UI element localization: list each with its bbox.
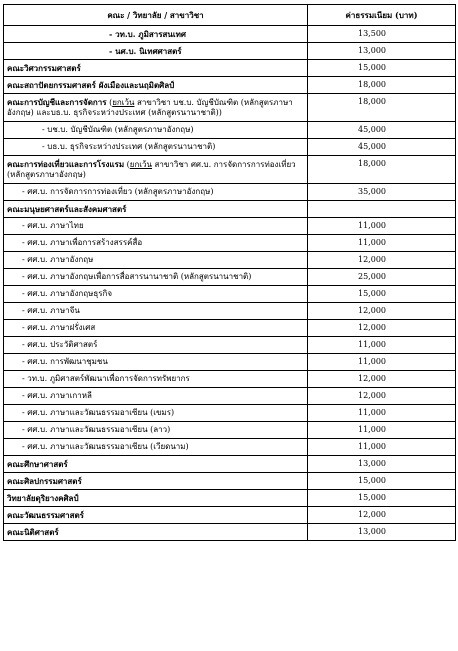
table-row (4, 320, 456, 337)
fee-cell: 11,000 (308, 405, 456, 422)
faculty-cell (4, 94, 308, 122)
tuition-fee-table (3, 4, 456, 541)
fee-cell: 13,500 (308, 26, 456, 43)
fee-cell: 12,000 (308, 303, 456, 320)
fee-cell: 11,000 (308, 235, 456, 252)
except-detail: สาขาวิชา ศศ.บ. การจัดการการท่องเที่ยว (หลักสูตรภาษาอังกฤษ) (7, 160, 296, 179)
table-row (4, 354, 456, 371)
table-row (4, 60, 456, 77)
table-row (4, 235, 456, 252)
faculty-label: - ศศ.บ. ประวัติศาสตร์ (22, 340, 98, 349)
fee-cell: 45,000 (308, 122, 456, 139)
table-row (4, 77, 456, 94)
table-row (4, 303, 456, 320)
fee-cell: 12,000 (308, 507, 456, 524)
faculty-cell (4, 524, 308, 541)
faculty-label: คณะวัฒนธรรมศาสตร์ (7, 510, 84, 520)
table-row (4, 26, 456, 43)
fee-cell: 18,000 (308, 156, 456, 184)
fee-cell: 11,000 (308, 354, 456, 371)
faculty-label: - ศศ.บ. ภาษาฝรั่งเศส (22, 323, 96, 332)
faculty-label: - บช.บ. บัญชีบัณฑิต (หลักสูตรภาษาอังกฤษ) (42, 125, 194, 134)
faculty-label: - ศศ.บ. การพัฒนาชุมชน (22, 357, 108, 366)
fee-cell: 12,000 (308, 388, 456, 405)
faculty-label: คณะศึกษาศาสตร์ (7, 459, 68, 469)
faculty-label: - ศศ.บ. ภาษาอังกฤษ (22, 255, 94, 264)
faculty-label: คณะนิติศาสตร์ (7, 527, 59, 537)
faculty-label: คณะวิศวกรรมศาสตร์ (7, 63, 81, 73)
faculty-cell (4, 337, 308, 354)
faculty-cell (4, 456, 308, 473)
fee-cell: 35,000 (308, 184, 456, 201)
open-paren: ( (106, 98, 113, 107)
fee-cell: 45,000 (308, 139, 456, 156)
faculty-cell (4, 43, 308, 60)
table-body (4, 26, 456, 541)
fee-cell: 15,000 (308, 490, 456, 507)
open-paren: ( (124, 160, 130, 169)
table-row (4, 139, 456, 156)
fee-cell: 11,000 (308, 337, 456, 354)
fee-cell: 15,000 (308, 60, 456, 77)
fee-cell: 13,000 (308, 456, 456, 473)
faculty-name: คณะการท่องเที่ยวและการโรงแรม (7, 159, 125, 169)
faculty-label: คณะสถาปัตยกรรมศาสตร์ ผังเมืองและนฤมิตศิลป์ (7, 80, 175, 90)
fee-cell: 15,000 (308, 473, 456, 490)
faculty-cell (4, 473, 308, 490)
fee-cell: 12,000 (308, 371, 456, 388)
faculty-label: - วท.บ. ภูมิสารสนเทศ (109, 29, 186, 39)
faculty-cell (4, 218, 308, 235)
faculty-cell (4, 388, 308, 405)
faculty-label: - ศศ.บ. ภาษาอังกฤษเพื่อการสื่อสารนานาชาติ (หลักสูตรนานาชาติ) (22, 272, 252, 281)
faculty-label: - ศศ.บ. ภาษาและวัฒนธรรมอาเซียน (ลาว) (22, 425, 171, 434)
faculty-name: คณะการบัญชีและการจัดการ (7, 97, 107, 107)
faculty-cell (4, 235, 308, 252)
faculty-cell (4, 422, 308, 439)
table-row (4, 371, 456, 388)
table-row (4, 388, 456, 405)
table-row (4, 94, 456, 122)
fee-cell: 13,000 (308, 524, 456, 541)
table-row (4, 490, 456, 507)
fee-cell: 12,000 (308, 320, 456, 337)
table-row (4, 156, 456, 184)
faculty-label: คณะศิลปกรรมศาสตร์ (7, 476, 82, 486)
table-row (4, 524, 456, 541)
fee-cell: 18,000 (308, 77, 456, 94)
fee-cell: 15,000 (308, 286, 456, 303)
faculty-cell (4, 286, 308, 303)
faculty-cell (4, 354, 308, 371)
faculty-label: - บธ.บ. ธุรกิจระหว่างประเทศ (หลักสูตรนานาชาติ) (42, 142, 216, 151)
faculty-cell (4, 269, 308, 286)
fee-cell: 13,000 (308, 43, 456, 60)
table-row (4, 422, 456, 439)
fee-column-header: ค่าธรรมเนียม (บาท) (308, 5, 456, 26)
faculty-cell (4, 60, 308, 77)
except-detail: สาขาวิชา บช.บ. บัญชีบัณฑิต (หลักสูตรภาษาอังกฤษ) และบธ.บ. ธุรกิจระหว่างประเทศ (หลักสูตรนานาชาติ)) (7, 98, 293, 117)
faculty-cell (4, 77, 308, 94)
faculty-label: - ศศ.บ. ภาษาจีน (22, 306, 80, 315)
table-header-row (4, 5, 456, 26)
table-row (4, 405, 456, 422)
faculty-cell (4, 26, 308, 43)
table-row (4, 252, 456, 269)
faculty-cell (4, 490, 308, 507)
faculty-cell (4, 201, 308, 218)
faculty-label: - ศศ.บ. การจัดการการท่องเที่ยว (หลักสูตรภาษาอังกฤษ) (22, 187, 214, 196)
faculty-cell (4, 252, 308, 269)
faculty-label: - ศศ.บ. ภาษาและวัฒนธรรมอาเซียน (เวียดนาม) (22, 442, 189, 451)
faculty-label: - ศศ.บ. ภาษาอังกฤษธุรกิจ (22, 289, 113, 298)
except-note: ยกเว้น (112, 98, 135, 107)
fee-cell: 11,000 (308, 218, 456, 235)
fee-cell: 12,000 (308, 252, 456, 269)
faculty-cell (4, 184, 308, 201)
fee-cell: 18,000 (308, 94, 456, 122)
faculty-label: - วท.บ. ภูมิศาสตร์พัฒนาเพื่อการจัดการทรัพยากร (22, 374, 190, 383)
table-row (4, 473, 456, 490)
faculty-cell (4, 139, 308, 156)
faculty-cell (4, 371, 308, 388)
except-note: ยกเว้น (129, 160, 152, 169)
faculty-column-header: คณะ / วิทยาลัย / สาขาวิชา (4, 5, 308, 26)
table-row (4, 201, 456, 218)
faculty-label: วิทยาลัยดุริยางคศิลป์ (7, 493, 79, 503)
faculty-cell (4, 320, 308, 337)
table-row (4, 122, 456, 139)
faculty-cell (4, 156, 308, 184)
faculty-cell (4, 507, 308, 524)
faculty-cell (4, 439, 308, 456)
faculty-label: - นศ.บ. นิเทศศาสตร์ (109, 46, 182, 56)
faculty-cell (4, 303, 308, 320)
table-row (4, 439, 456, 456)
table-row (4, 269, 456, 286)
faculty-label: คณะมนุษยศาสตร์และสังคมศาสตร์ (7, 204, 127, 214)
faculty-label: - ศศ.บ. ภาษาเพื่อการสร้างสรรค์สื่อ (22, 238, 143, 247)
faculty-label: - ศศ.บ. ภาษาและวัฒนธรรมอาเซียน (เขมร) (22, 408, 175, 417)
table-row (4, 507, 456, 524)
fee-cell: 11,000 (308, 422, 456, 439)
table-row (4, 456, 456, 473)
table-row (4, 43, 456, 60)
fee-cell: 25,000 (308, 269, 456, 286)
table-row (4, 218, 456, 235)
table-row (4, 286, 456, 303)
faculty-label: - ศศ.บ. ภาษาไทย (22, 221, 84, 230)
faculty-cell (4, 122, 308, 139)
fee-cell (308, 201, 456, 218)
table-row (4, 337, 456, 354)
fee-cell: 11,000 (308, 439, 456, 456)
faculty-cell (4, 405, 308, 422)
table-row (4, 184, 456, 201)
faculty-label: - ศศ.บ. ภาษาเกาหลี (22, 391, 92, 400)
